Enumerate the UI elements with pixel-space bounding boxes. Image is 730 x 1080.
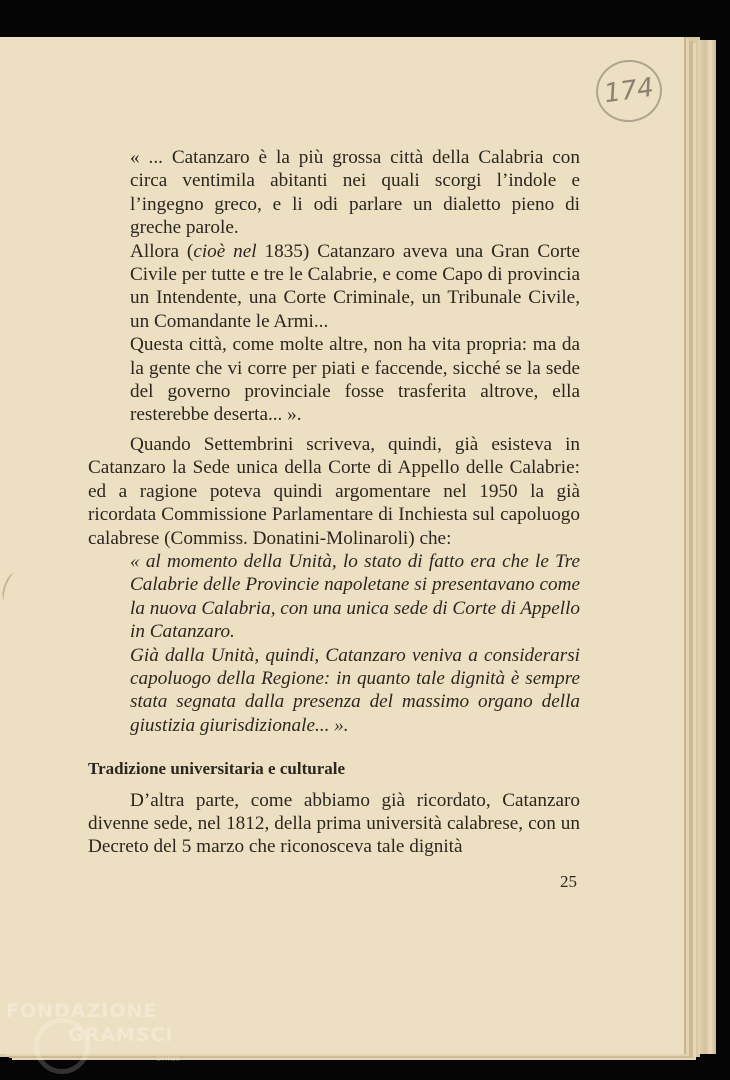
quote-p2-start: Allora ( <box>130 240 194 262</box>
quote-paragraph-1: « ... Catanzaro è la più grossa città della Calabria con circa ventimila abitanti nei quali scorgi l’indole e l’ingegno greco, e li odi parlare un dialetto pieno di greche parole. <box>130 147 580 239</box>
watermark-line3: onlus <box>156 1054 181 1064</box>
body-paragraph-2: D’altra parte, come abbiamo già ricordato, Catanzaro divenne sede, nel 1812, della prima università calabrese, con un Decreto del 5 marzo che riconosceva tale dignità <box>88 789 580 858</box>
watermark-line2: GRAMSCI <box>68 1024 174 1046</box>
archive-stamp-number: 174 <box>592 56 666 127</box>
quote-paragraph-2 <box>130 240 580 334</box>
settembrini-quote <box>130 146 580 427</box>
quote-p2-italic: cioè nel <box>193 240 257 262</box>
commission-quote-1: « al momento della Unità, lo stato di fatto era che le Tre Calabrie delle Provincie napoletane si presentavano come la nuova Calabria, con una unica sede di Corte di Appello in Catanzaro. <box>130 550 580 643</box>
quote-paragraph-3: Questa città, come molte altre, non ha vita propria: ma da la gente che vi corre per piati e faccende, sicché se la sede del governo provinciale fosse trasferita altrove, ella resterebbe deserta... ». <box>130 334 580 426</box>
body-paragraph-1: Quando Settembrini scriveva, quindi, già esisteva in Catanzaro la Sede unica della Corte di Appello delle Calabrie: ed a ragione poteva quindi argomentare nel 1950 la già ricordata Commissione Parlamentare di Inchiesta sul capoluogo calabrese (Commiss. Donatini-Molinaroli) che: <box>88 433 580 549</box>
page-number: 25 <box>560 872 577 891</box>
page-text <box>88 146 580 859</box>
page-edge <box>698 40 716 1054</box>
fondazione-gramsci-watermark <box>6 1000 196 1070</box>
commission-quote-2: Già dalla Unità, quindi, Catanzaro veniva a considerarsi capoluogo della Regione: in quanto tale dignità è sempre stata segnata dalla presenza del massimo organo della giustizia giurisdizionale... ». <box>130 644 580 736</box>
quote-p2-end: 1835) Catanzaro aveva una Gran Corte Civile per tutte e tre le Calabrie, e come Capo di provincia un Intendente, una Corte Criminale, un Tribunale Civile, un Comandante le Armi... <box>130 240 580 332</box>
watermark-line1: FONDAZIONE <box>6 1000 158 1022</box>
section-heading: Tradizione universitaria e culturale <box>88 759 346 779</box>
